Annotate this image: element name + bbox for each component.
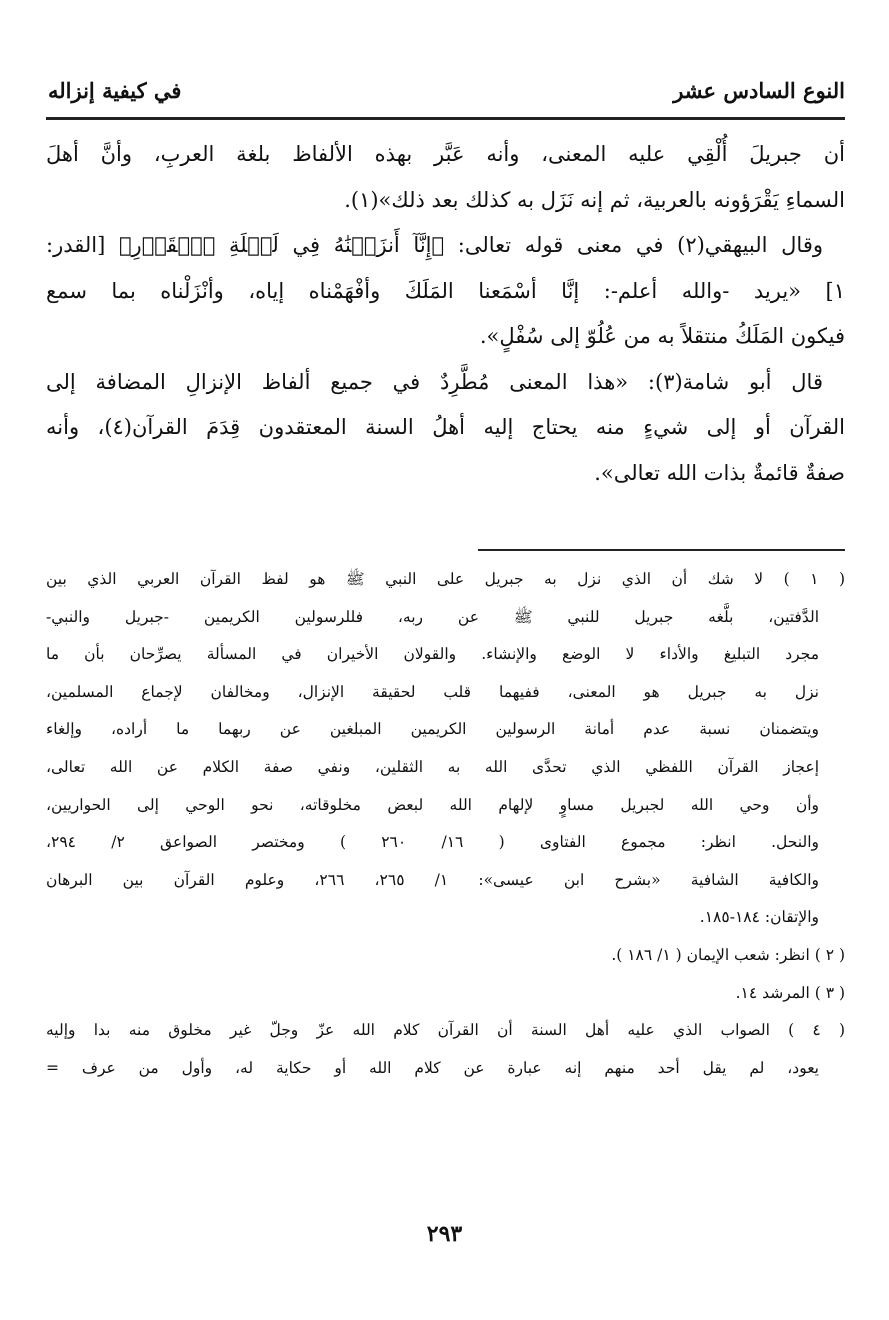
footnote-line: مجرد التبليغ والأداء لا الوضع والإنشاء. والقولان الأخيران في المسألة يصرِّحان بأن ما xyxy=(46,645,819,664)
main-text xyxy=(46,132,845,496)
footnote-line: وأن وحي الله لجبريل مساوٍ لإلهام الله لبعض مخلوقاته، نحو الوحي إلى الحواريين، xyxy=(46,795,819,814)
text-line: أن جبريلَ أُلْقِي عليه المعنى، وأنه عَبَّر بهذه الألفاظ بلغة العربِ، وأنَّ أهلَ xyxy=(46,142,845,166)
footnote-line: ( ٢ ) انظر: شعب الإيمان ( ١/ ١٨٦ ). xyxy=(611,945,845,964)
text-line: فيكون المَلَكُ منتقلاً به من عُلُوّ إلى سُفْلٍ». xyxy=(479,324,845,348)
footnote-line: يعود، لم يقل أحد منهم إنه عبارة عن كلام الله أو حكاية له، وأول من عرف = xyxy=(46,1058,819,1077)
footnote-line: والنحل. انظر: مجموع الفتاوى ( ١٦/ ٢٦٠ ) ومختصر الصواعق ٢/ ٢٩٤، xyxy=(46,833,819,852)
text-line: صفةٌ قائمةٌ بذات الله تعالى». xyxy=(594,460,845,485)
footnote-line: نزل به جبريل هو المعنى، ففيهما قلب لحقيقة الإنزال، ومخالفان لإجماع المسلمين، xyxy=(46,682,819,701)
chapter-title: النوع السادس عشر xyxy=(673,78,845,103)
footnote-line: ( ١ ) لا شك أن الذي نزل به جبريل على النبي ﷺ هو لفظ القرآن العربي الذي بين xyxy=(46,570,845,588)
footnote-line: ( ٣ ) المرشد ١٤. xyxy=(735,983,845,1002)
footnote-line: إعجاز القرآن اللفظي الذي تحدَّى الله به الثقلين، ونفي صفة الكلام عن الله تعالى، xyxy=(46,757,819,776)
running-header xyxy=(48,78,845,110)
footnote-separator xyxy=(478,549,845,551)
text-line: ١] «يريد -والله أعلم-: إنَّا أسْمَعنا المَلَكَ وأفْهَمْناه إياه، وأنْزَلْناه بما سمع xyxy=(46,278,845,303)
footnote-line: والإتقان: ١٨٤-١٨٥. xyxy=(699,908,819,927)
page-number: ٢٩٣ xyxy=(426,1221,463,1247)
footnote-line: الدَّفتين، بلَّغه جبريل للنبي ﷺ عن ربه، فللرسولين الكريمين -جبريل والنبي- xyxy=(46,607,819,626)
text-line: القرآن أو إلى شيءٍ منه يحتاج إليه أهلُ السنة المعتقدون قِدَمَ القرآن(٤)، وأنه xyxy=(46,415,845,439)
text-line: قال أبو شامة(٣): «هذا المعنى مُطَّرِدٌ في جميع ألفاظ الإنزالِ المضافة إلى xyxy=(46,369,823,394)
text-line: وقال البيهقي(٢) في معنى قوله تعالى: ﴿إِنَّآ أَنزَلۡنَٰهُ فِي لَيۡلَةِ ٱلۡقَدۡرِ﴾ [القدر: xyxy=(46,233,824,257)
footnotes xyxy=(46,561,845,1087)
footnote-line: ويتضمنان نسبة عدم أمانة الرسولين الكريمين المبلغين عن ربهما ما أراده، وإلغاء xyxy=(46,720,819,739)
footnote-line: ( ٤ ) الصواب الذي عليه أهل السنة أن القرآن كلام الله عزّ وجلّ غير مخلوق منه بدا وإليه xyxy=(46,1021,845,1040)
footnote-line: والكافية الشافية «بشرح ابن عيسى»: ١/ ٢٦٥، ٢٦٦، وعلوم القرآن بين البرهان xyxy=(46,870,819,889)
section-title: في كيفية إنزاله xyxy=(48,78,182,103)
text-line: السماءِ يَقْرَؤونه بالعربية، ثم إنه نَزَل به كذلك بعد ذلك»(١). xyxy=(344,187,845,212)
header-rule xyxy=(46,117,845,120)
